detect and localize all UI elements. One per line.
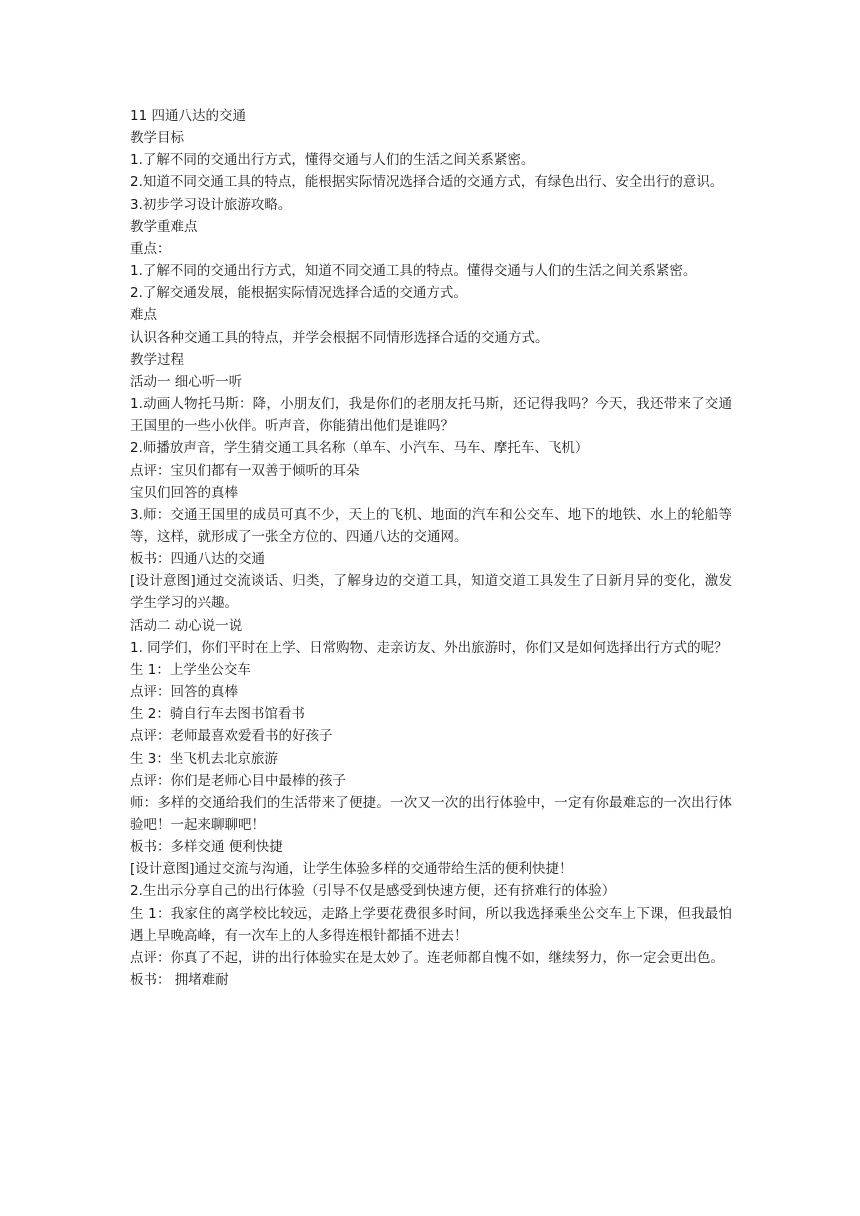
paragraph: 点评：老师最喜欢爱看书的好孩子: [130, 728, 333, 745]
key-point-item: 1.了解不同的交通出行方式，知道不同交通工具的特点。懂得交通与人们的生活之间关系紧密。: [130, 263, 697, 280]
paragraph: 生 1：我家住的离学校比较远，走路上学要花费很多时间，所以我选择乘坐公交车上下课，但我最怕遇上早晚高峰，有一次车上的人多得连根针都插不进去！: [130, 905, 732, 944]
paragraph: 生 2：骑自行车去图书馆看书: [130, 706, 305, 723]
section-heading-process: 教学过程: [130, 351, 184, 368]
paragraph: 2.生出示分享自己的出行体验（引导不仅是感受到快速方便，还有挤难行的体验）: [130, 883, 616, 900]
activity-heading: 活动一 细心听一听: [130, 373, 243, 390]
paragraph: 生 1：上学坐公交车: [130, 661, 251, 678]
design-intent: [设计意图]通过交流与沟通，让学生体验多样的交通带给生活的便利快捷！: [130, 861, 573, 878]
activity-heading: 活动二 动心说一说: [130, 617, 243, 634]
paragraph: 师：多样的交通给我们的生活带来了便捷。一次又一次的出行体验中，一定有你最难忘的一次出行体验吧！一起来聊聊吧！: [130, 794, 732, 833]
paragraph: 点评：宝贝们都有一双善于倾听的耳朵: [130, 462, 360, 479]
paragraph: 生 3：坐飞机去北京旅游: [130, 750, 278, 767]
lesson-plan-text: [130, 105, 732, 991]
subheading-difficulty: 难点: [130, 307, 157, 324]
paragraph: 2.师播放声音，学生猜交通工具名称（单车、小汽车、马车、摩托车、飞机）: [130, 440, 589, 457]
paragraph: 点评：你真了不起，讲的出行体验实在是太妙了。连老师都自愧不如，继续努力，你一定会更出色。: [130, 949, 724, 966]
objective-item: 1.了解不同的交通出行方式，懂得交通与人们的生活之间关系紧密。: [130, 152, 535, 169]
objective-item: 2.知道不同交通工具的特点，能根据实际情况选择合适的交通方式，有绿色出行、安全出行的意识。: [130, 174, 724, 191]
board-note: 板书：多样交通 便利快捷: [130, 839, 283, 856]
key-point-item: 2.了解交通发展，能根据实际情况选择合适的交通方式。: [130, 285, 467, 302]
section-heading-key-points: 教学重难点: [130, 218, 198, 235]
subheading-key: 重点：: [130, 240, 171, 257]
paragraph: 1. 同学们，你们平时在上学、日常购物、走亲访友、外出旅游时，你们又是如何选择出行方式的呢？: [130, 639, 728, 656]
design-intent: [设计意图]通过交流谈话、归类，了解身边的交道工具，知道交道工具发生了日新月异的变化，激发学生学习的兴趣。: [130, 573, 732, 612]
section-heading-objectives: 教学目标: [130, 130, 184, 147]
board-note: 板书： 拥堵难耐: [130, 972, 229, 989]
objective-item: 3.初步学习设计旅游攻略。: [130, 196, 292, 213]
paragraph: 1.动画人物托马斯：降，小朋友们，我是你们的老朋友托马斯，还记得我吗？今天，我还带来了交通王国里的一些小伙伴。听声音，你能猜出他们是谁吗？: [130, 396, 732, 435]
difficulty-item: 认识各种交通工具的特点，并学会根据不同情形选择合适的交通方式。: [130, 329, 549, 346]
paragraph: 点评：回答的真棒: [130, 684, 238, 701]
board-note: 板书：四通八达的交通: [130, 551, 265, 568]
paragraph: 点评：你们是老师心目中最棒的孩子: [130, 772, 346, 789]
paragraph: 3.师：交通王国里的成员可真不少，天上的飞机、地面的汽车和公交车、地下的地铁、水上的轮船等等，这样，就形成了一张全方位的、四通八达的交通网。: [130, 506, 732, 545]
paragraph: 宝贝们回答的真棒: [130, 484, 238, 501]
lesson-title: 11 四通八达的交通: [130, 108, 246, 124]
